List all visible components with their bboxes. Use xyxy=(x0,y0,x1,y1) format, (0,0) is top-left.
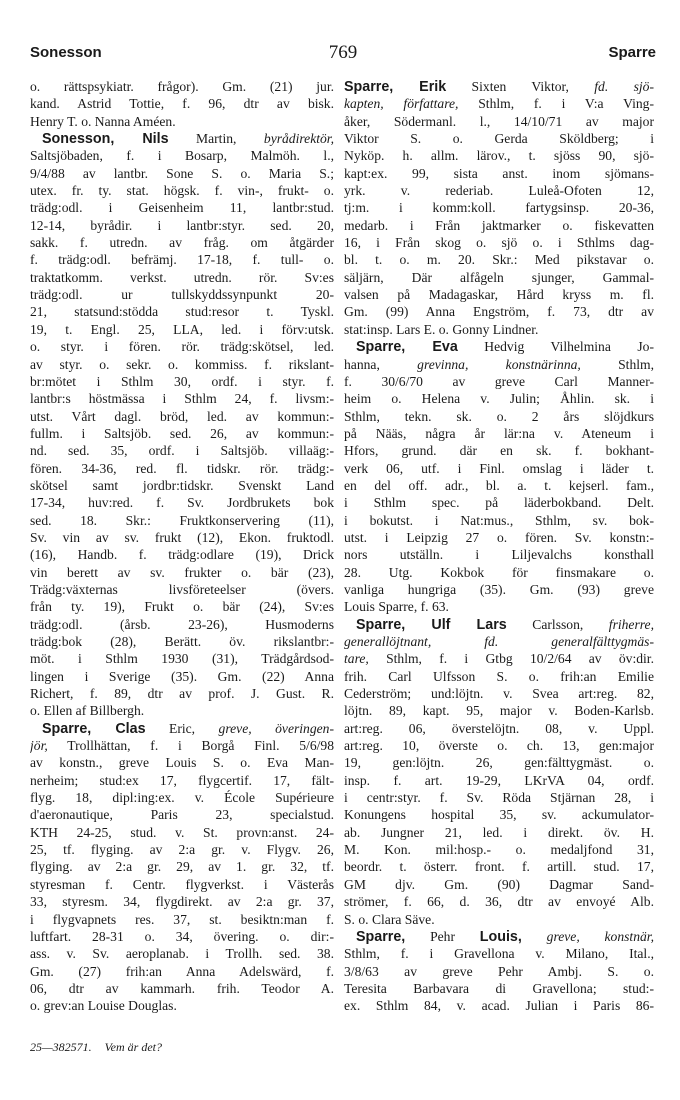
text-line xyxy=(30,720,334,737)
entry-title: generallöjtnant, fd. generalfälttygmäs- xyxy=(344,634,654,649)
text-line: Gm. (27) frih:an Anna Adelswärd, f. xyxy=(30,963,334,979)
text-line: f. trädg:odl. befrämj. 17-18, f. tull- o. xyxy=(30,252,334,268)
text-line: f. 30/6/70 av greve Carl Manner- xyxy=(344,373,654,389)
text-line xyxy=(344,78,654,95)
text-line: Henry T. o. Nanna Améen. xyxy=(30,113,176,129)
text-line: Louis Sparre, f. 63. xyxy=(344,599,449,615)
text-line: 19, gen:löjtn. 26, gen:fälttygmäst. o. xyxy=(344,755,654,771)
text-segment xyxy=(522,929,547,944)
entry-title: tare, xyxy=(344,651,369,667)
text-line: 12-14, byrådir. i lantbr:styr. sed. 20, xyxy=(30,217,334,233)
text-line: yrk. v. rederiab. Luleå-Ofoten 12, xyxy=(344,183,654,199)
text-line: frih. Carl Ulfsson S. o. frih:an Emilie xyxy=(344,668,654,684)
text-line: skötsel samt jordbr:tidskr. Svenskt Land xyxy=(30,477,334,493)
text-line: flyg. 18, dipl:ing:ex. v. École Supérieure xyxy=(30,790,334,806)
text-line: en del off. adr., bl. a. t. kejserl. fam., xyxy=(344,477,654,493)
text-line: trädg:odl. (årsb. 23-26), Husmoderns xyxy=(30,616,334,632)
text-line: säljärn, Där alfågeln sjunger, Gammal- xyxy=(344,269,654,285)
text-line: 16, i Från skog o. sjö o. i Sthlms dag- xyxy=(344,235,654,251)
header-last-name: Sparre xyxy=(608,44,656,61)
text-line: M. Kon. mil:hosp.- o. medaljfond 31, xyxy=(344,842,654,858)
text-line: medarb. i Från jaktmarker o. fiskevatten xyxy=(344,217,654,233)
text-line: utex. fr. ty. stat. högsk. f. vin-, frukt- o. xyxy=(30,183,334,199)
text-line: o. rättspsykiatr. frågor). Gm. (21) jur. xyxy=(30,79,334,94)
text-line: kapt:ex. 99, sista anst. inom sjömans- xyxy=(344,165,654,181)
text-line: 3/8/63 av greve Pehr Ambj. S. o. xyxy=(344,963,654,979)
text-line: utst. i Leipzig 27 o. fören. Sv. konstn:- xyxy=(344,529,654,545)
text-line: Cederström; und:löjtn. v. Svea art:reg. 82, xyxy=(344,686,654,702)
text-line: Sthlm, f. i Gravellona v. Milano, Ital., xyxy=(344,946,654,962)
text-line: stat:insp. Lars E. o. Gonny Lindner. xyxy=(344,321,539,337)
entry-title: byrådirektör, xyxy=(263,131,334,147)
text-line: styresman f. Centr. flygverkst. i Västerås xyxy=(30,876,334,892)
text-line: i flygvapnets res. 37, st. besiktn:man f. xyxy=(30,911,334,927)
text-line: trädg:bok (28), Berätt. öv. rikslantbr:- xyxy=(30,634,334,649)
text-line xyxy=(30,130,334,147)
text-line: 28. Utg. Kokbok för finsmakare o. xyxy=(344,564,654,580)
text-line xyxy=(344,650,654,667)
text-line: vanliga hungriga (35). Gm. (93) greve xyxy=(344,581,654,597)
text-line xyxy=(344,928,654,945)
text-line: trädg:odl. ur tullskyddssynpunkt 20- xyxy=(30,287,334,303)
text-line: sakk. f. utredn. av fråg. om åtgärder xyxy=(30,235,334,251)
text-line: Trädg:växternas livsföreteelser (övers. xyxy=(30,581,334,597)
text-segment: Carlsson, xyxy=(506,616,609,632)
text-line: insp. f. art. 19-29, LKrVA 04, ordf. xyxy=(344,772,654,788)
text-line: GM djv. Gm. (90) Dagmar Sand- xyxy=(344,876,654,892)
text-line: d'aeronautique, Paris 23, specialstud. xyxy=(30,807,334,823)
entry-title: grevinna, konstnärinna, xyxy=(417,356,581,372)
text-line: Teresita Barbavara di Gravellona; stud:- xyxy=(344,980,654,996)
text-line: flyging. av 2:a gr. 29, av 1. gr. 32, tf. xyxy=(30,859,334,875)
text-line: Sv. vin av sv. frukt (12), Ekon. fruktodl. xyxy=(30,529,334,545)
text-line: Nyköp. h. allm. lärov., t. sjöss 90, sjö- xyxy=(344,148,654,164)
text-line: o. styr. i fören. rör. trädg:skötsel, led. xyxy=(30,339,334,355)
text-segment: Sthlm, f. i Gtbg 10/2/64 av öv:dir. xyxy=(368,651,654,667)
text-line: nors utställn. i Liljevalchs konsthall xyxy=(344,547,654,563)
text-line: tj:m. i komm:koll. fartygsinsp. 20-36, xyxy=(344,200,654,216)
text-segment: hanna, xyxy=(344,356,418,372)
entry-title: greve, överingen- xyxy=(218,720,334,736)
text-line xyxy=(344,338,654,355)
entry-title: friherre, xyxy=(608,616,654,632)
text-line: o. Ellen af Billbergh. xyxy=(30,703,145,719)
text-line: 33, styresm. 34, flygdirekt. av 2:a gr. 37, xyxy=(30,894,334,910)
text-line: möt. i Sthlm 1930 (31), Trädgårdsod- xyxy=(30,651,334,667)
entry-name: Sparre, Ulf Lars xyxy=(356,616,507,633)
text-line: löjtn. 89, kapt. 95, major v. Boden-Karlsb. xyxy=(344,703,654,719)
text-segment: Martin, xyxy=(168,131,264,147)
text-line: kand. Astrid Tottie, f. 96, dtr av bisk. xyxy=(30,96,334,112)
text-line: KTH 24-25, stud. v. St. provn:anst. 24- xyxy=(30,824,334,840)
text-line: 9/4/88 av lantbr. Sone S. o. Maria S.; xyxy=(30,165,334,181)
text-line: lingen i Sverige (35). Gm. (22) Anna xyxy=(30,668,334,684)
text-line: ab. Jungner 21, led. i direkt. öv. H. xyxy=(344,824,654,840)
text-line: beordr. t. österr. front. f. artill. stud. 17, xyxy=(344,859,654,875)
print-code: 25—382571. xyxy=(30,1040,92,1054)
text-line: trädg:odl. i Geisenheim 11, lantbr:stud. xyxy=(30,200,334,216)
text-line: br:mötet i Sthlm 30, ordf. i styr. f. xyxy=(30,373,334,389)
entry-name: Sparre, Clas xyxy=(42,720,146,737)
text-line: Saltsjöbaden, f. i Bosarp, Malmöh. l., xyxy=(30,148,334,164)
entry-title: greve, konstnär, xyxy=(546,928,654,944)
text-line: heim o. Helena v. Julin; Åhlin. sk. i xyxy=(344,391,654,407)
text-line: i centr:styr. f. Sv. Röda Stjärnan 28, i xyxy=(344,790,654,806)
text-line: fullm. i Saltsjöb. sed. 26, av kommun:- xyxy=(30,425,334,441)
text-line xyxy=(344,95,654,112)
text-line: fören. 34-36, red. fl. tidskr. rör. trädg:- xyxy=(30,460,334,476)
text-line: Richert, f. 89, dtr av prof. J. Gust. R. xyxy=(30,686,334,702)
footer-note: Vem är det? xyxy=(104,1040,162,1054)
text-line: traktatkomm. verkst. utredn. rör. Sv:es xyxy=(30,269,334,285)
text-line: i Sthlm spec. på läderbokband. Delt. xyxy=(344,495,654,511)
entry-name: Sonesson, Nils xyxy=(42,131,169,148)
text-line: Gm. (99) Anna Engström, f. 73, dtr av xyxy=(344,304,654,320)
running-header xyxy=(30,44,656,68)
text-line: 21, statsund:stödda stud:resor t. Tyskl. xyxy=(30,304,334,320)
text-line: Hfors, grund. där en sk. f. bokhant- xyxy=(344,443,654,459)
text-line: S. o. Clara Säve. xyxy=(344,911,435,927)
text-segment: Sixten Viktor, xyxy=(446,79,595,94)
text-line: ass. v. Sv. aeroplanab. i Trollh. sed. 38. xyxy=(30,946,334,962)
text-line: från ty. 19), Frukt o. bär (24), Sv:es xyxy=(30,599,334,615)
text-line: 25, tf. flyging. av 2:a gr. v. Flygv. 26, xyxy=(30,842,334,858)
text-line: av konstn., greve Louis S. o. Eva Man- xyxy=(30,755,334,771)
text-segment: Hedvig Vilhelmina Jo- xyxy=(457,339,654,355)
entry-title: kapten, författare, xyxy=(344,96,459,112)
text-line: 17-34, huv:red. f. Sv. Jordbrukets bok xyxy=(30,495,334,511)
entry-title: jör, xyxy=(30,738,48,754)
page-footer xyxy=(30,1040,162,1055)
text-line: 06, dtr av kammarh. frih. Teodor A. xyxy=(30,980,334,996)
text-line: i bokutst. i Nat:mus., Sthlm, sv. bok- xyxy=(344,512,654,528)
entry-name: Sparre, Erik xyxy=(344,79,447,95)
entry-name: Sparre, xyxy=(356,928,406,945)
text-line: bl. t. o. m. 20. Skr.: Med pikstavar o. xyxy=(344,252,654,268)
entry-name: Sparre, Eva xyxy=(356,339,458,356)
text-line: vin berett av sv. frukter o. bär (23), xyxy=(30,564,334,580)
text-line: Viktor S. o. Gerda Sköldberg; i xyxy=(344,131,654,147)
text-line: nd. sed. 35, ordf. i Saltsjöb. villaäg:- xyxy=(30,443,334,459)
text-line: art:reg. 06, överstelöjtn. 08, v. Uppl. xyxy=(344,720,654,736)
text-line: 19, t. Engl. 25, LLA, led. i förv:utsk. xyxy=(30,321,334,337)
text-line: åker, Södermanl. l., 14/10/71 av major xyxy=(344,113,654,129)
text-line: luftfart. 28-31 o. 34, övering. o. dir:- xyxy=(30,928,334,944)
text-line: nerheim; stud:ex 17, flygcertif. 17, fält- xyxy=(30,772,334,788)
text-segment: Trollhättan, f. i Borgå Finl. 5/6/98 xyxy=(47,738,334,754)
text-line: (16), Handb. f. trädg:odlare (19), Drick xyxy=(30,547,334,563)
text-line: lantbr:s höstmässa i Sthlm 24, f. livsm:- xyxy=(30,391,334,407)
text-line: Sthlm, tekn. sk. o. 2 års slöjdkurs xyxy=(344,408,654,424)
text-line: ex. Sthlm 84, v. acad. Julian i Paris 86- xyxy=(344,998,654,1014)
text-segment: Sthlm, f. i V:a Ving- xyxy=(458,96,654,112)
entry-title: fd. sjö- xyxy=(594,79,654,94)
text-segment: Eric, xyxy=(145,720,219,736)
text-line xyxy=(344,633,654,650)
text-line: verk 06, utf. i Finl. omslag i läder t. xyxy=(344,460,654,476)
text-line: o. grev:an Louise Douglas. xyxy=(30,998,177,1014)
text-line xyxy=(344,616,654,633)
text-line: av styr. o. sekr. o. kommiss. f. rikslant- xyxy=(30,356,334,372)
text-line: strömer, f. 66, d. 36, dtr av envoyé Alb. xyxy=(344,894,654,910)
left-column xyxy=(30,78,334,1015)
text-line: valsen på Madagaskar, Hård kryss m. fl. xyxy=(344,287,654,303)
text-line xyxy=(344,356,654,373)
page-number: 769 xyxy=(328,42,358,63)
text-line: utst. Vårt dagl. bröd, led. av kommun:- xyxy=(30,408,334,424)
right-column xyxy=(344,78,654,1015)
text-segment: Sthlm, xyxy=(580,356,654,372)
text-line xyxy=(30,737,334,754)
text-line: sed. 18. Skr.: Fruktkonservering (11), xyxy=(30,512,334,528)
entry-name: Louis, xyxy=(479,928,522,945)
text-line: Konungens hospital 35, sv. ackumulator- xyxy=(344,807,654,823)
header-first-name: Sonesson xyxy=(30,44,102,61)
text-line: på Nääs, några år lär:na v. Ateneum i xyxy=(344,425,654,441)
text-segment: Pehr xyxy=(405,928,480,944)
text-line: art:reg. 10, överste o. ch. 13, gen:major xyxy=(344,738,654,754)
